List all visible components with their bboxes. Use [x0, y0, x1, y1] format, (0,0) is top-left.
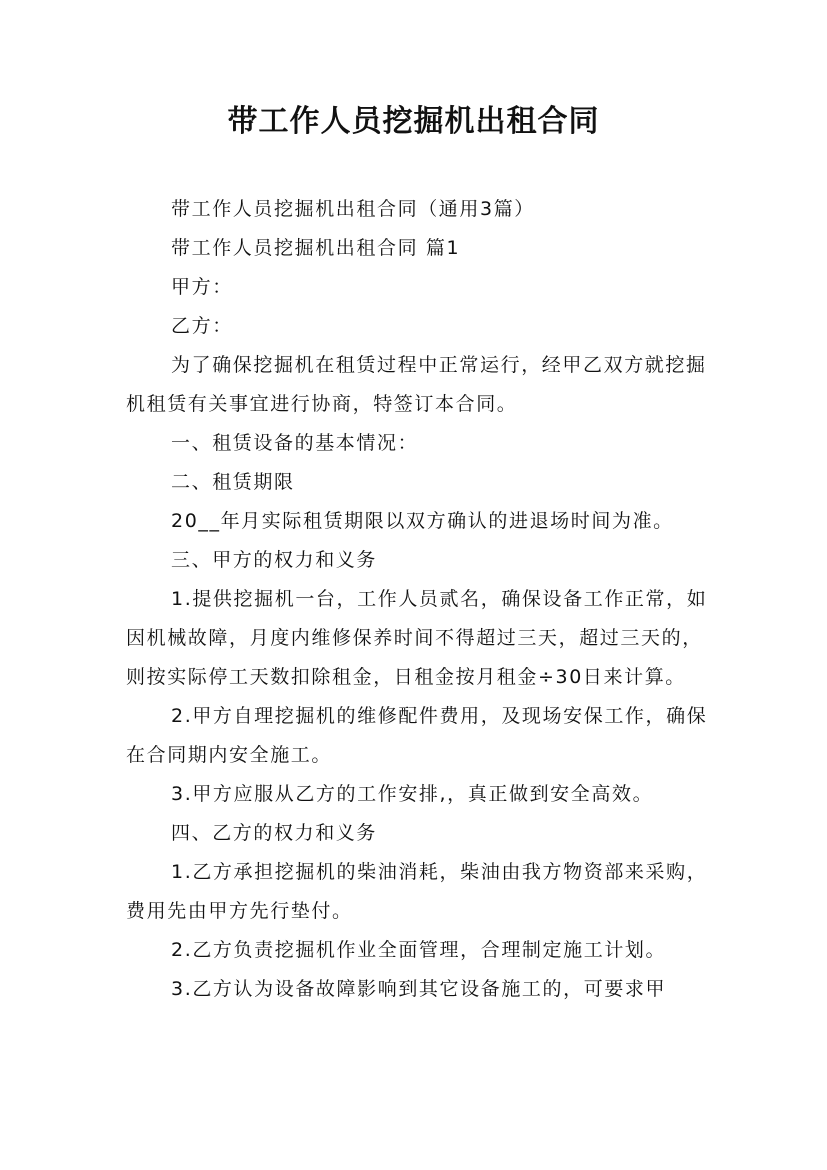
paragraph-party-b: 乙方： — [171, 315, 233, 337]
paragraph-heading-3: 三、甲方的权力和义务 — [171, 549, 378, 571]
paragraph-clause-3-2: 2.甲方自理挖掘机的维修配件费用，及现场安保工作，确保在合同期内安全施工。 — [126, 705, 708, 766]
paragraph-heading-4: 四、乙方的权力和义务 — [171, 822, 378, 844]
paragraph-heading-2: 二、租赁期限 — [171, 471, 295, 493]
paragraph-clause-4-2: 2.乙方负责挖掘机作业全面管理，合理制定施工计划。 — [171, 939, 667, 961]
paragraph-clause-4-3: 3.乙方认为设备故障影响到其它设备施工的，可要求甲 — [171, 978, 667, 1000]
paragraph-section-heading: 带工作人员挖掘机出租合同 篇1 — [171, 237, 461, 259]
paragraph-clause-4-1: 1.乙方承担挖掘机的柴油消耗，柴油由我方物资部来采购，费用先由甲方先行垫付。 — [126, 861, 708, 922]
document-body — [126, 190, 716, 1009]
paragraph-heading-1: 一、租赁设备的基本情况： — [171, 432, 419, 454]
paragraph-lease-term: 20__年月实际租赁期限以双方确认的进退场时间为准。 — [171, 510, 674, 532]
paragraph-party-a: 甲方： — [171, 276, 233, 298]
paragraph-clause-3-1: 1.提供挖掘机一台，工作人员贰名，确保设备工作正常，如因机械故障，月度内维修保养时间不得超过三天，超过三天的，则按实际停工天数扣除租金，日租金按月租金÷30日来计算。 — [126, 588, 708, 688]
paragraph-preamble: 为了确保挖掘机在租赁过程中正常运行，经甲乙双方就挖掘机租赁有关事宜进行协商，特签订本合同。 — [126, 354, 707, 415]
paragraph-clause-3-3: 3.甲方应服从乙方的工作安排,，真正做到安全高效。 — [171, 783, 654, 805]
paragraph-subtitle: 带工作人员挖掘机出租合同（通用3篇） — [171, 198, 535, 220]
document-title: 带工作人员挖掘机出租合同 — [227, 104, 600, 139]
